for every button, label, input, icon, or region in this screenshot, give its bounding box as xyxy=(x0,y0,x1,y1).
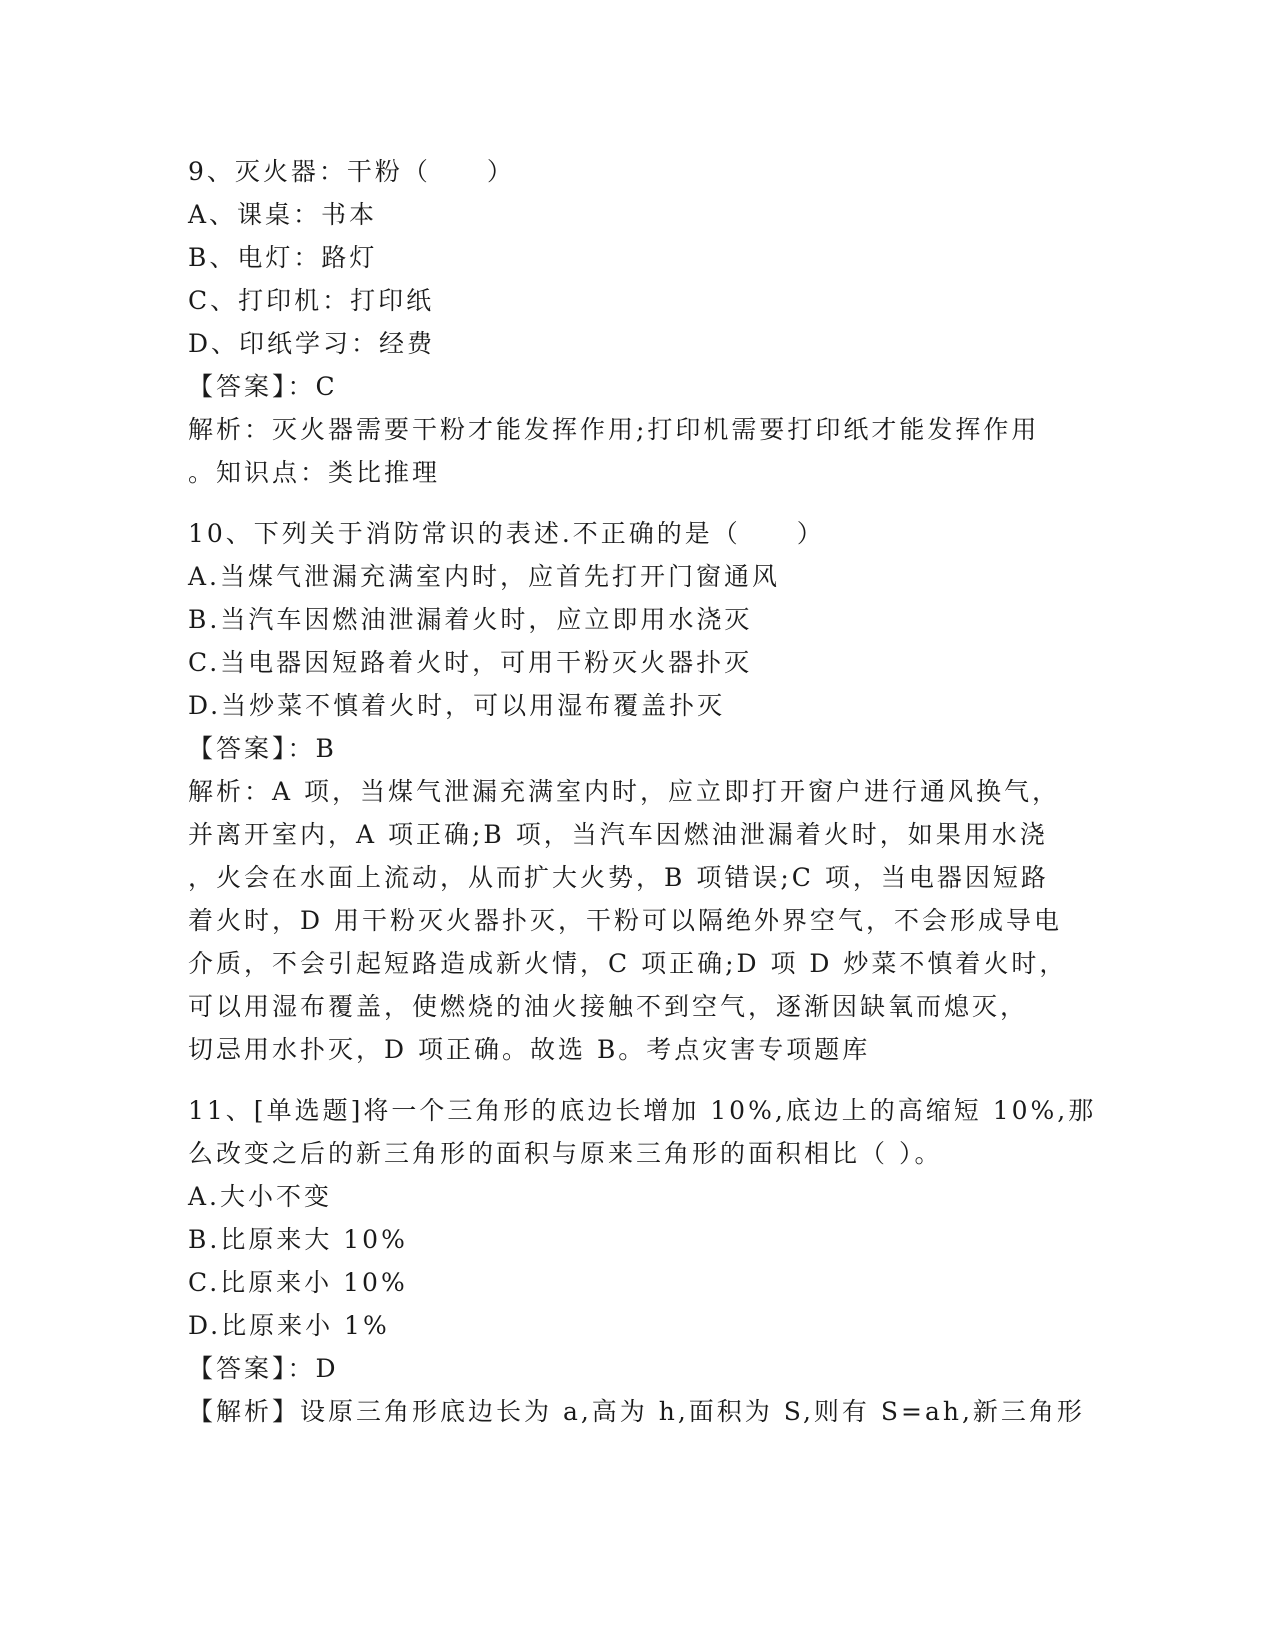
option-a: A、课桌：书本 xyxy=(188,200,378,229)
spacer xyxy=(188,1071,1088,1089)
spacer xyxy=(188,494,1088,512)
option-c: C.当电器因短路着火时，可用干粉灭火器扑灭 xyxy=(188,648,753,677)
option-d: D、印纸学习：经费 xyxy=(188,329,436,358)
option-c: C、打印机：打印纸 xyxy=(188,286,435,315)
question-10 xyxy=(188,512,1088,1071)
option-d: D.比原来小 1% xyxy=(188,1311,390,1340)
question-stem: 10、下列关于消防常识的表述.不正确的是（ ） xyxy=(188,519,825,548)
analysis-line: 。知识点：类比推理 xyxy=(188,458,441,487)
analysis-line: 【解析】设原三角形底边长为 a,高为 h,面积为 S,则有 S=ah,新三角形 xyxy=(188,1397,1085,1426)
analysis-line: ，火会在水面上流动，从而扩大火势，B 项错误;C 项，当电器因短路 xyxy=(188,863,1049,892)
analysis-line: 解析：A 项，当煤气泄漏充满室内时，应立即打开窗户进行通风换气， xyxy=(188,777,1061,806)
answer: 【答案】：B xyxy=(188,734,337,763)
analysis-line: 解析：灭火器需要干粉才能发挥作用;打印机需要打印纸才能发挥作用 xyxy=(188,415,1040,444)
option-d: D.当炒菜不慎着火时，可以用湿布覆盖扑灭 xyxy=(188,691,726,720)
question-stem: 9、灭火器：干粉（ ） xyxy=(188,157,515,186)
option-c: C.比原来小 10% xyxy=(188,1268,408,1297)
question-stem: 11、[单选题]将一个三角形的底边长增加 10%,底边上的高缩短 10%,那 xyxy=(188,1096,1097,1125)
answer: 【答案】：C xyxy=(188,372,338,401)
analysis-line: 介质，不会引起短路造成新火情，C 项正确;D 项 D 炒菜不慎着火时， xyxy=(188,949,1068,978)
question-content xyxy=(188,150,1097,1433)
analysis-line: 可以用湿布覆盖，使燃烧的油火接触不到空气，逐渐因缺氧而熄灭， xyxy=(188,992,1029,1021)
option-b: B、电灯：路灯 xyxy=(188,243,378,272)
option-a: A.当煤气泄漏充满室内时，应首先打开门窗通风 xyxy=(188,562,781,591)
option-b: B.比原来大 10% xyxy=(188,1225,408,1254)
question-11 xyxy=(188,1089,1097,1433)
answer: 【答案】：D xyxy=(188,1354,339,1383)
analysis-line: 着火时，D 用干粉灭火器扑灭，干粉可以隔绝外界空气，不会形成导电 xyxy=(188,906,1062,935)
option-a: A.大小不变 xyxy=(188,1182,333,1211)
question-stem: 么改变之后的新三角形的面积与原来三角形的面积相比（ ）。 xyxy=(188,1139,943,1168)
analysis-line: 并离开室内，A 项正确;B 项，当汽车因燃油泄漏着火时，如果用水浇 xyxy=(188,820,1048,849)
question-9 xyxy=(188,150,1088,494)
option-b: B.当汽车因燃油泄漏着火时，应立即用水浇灭 xyxy=(188,605,753,634)
analysis-line: 切忌用水扑灭，D 项正确。故选 B。考点灾害专项题库 xyxy=(188,1035,871,1064)
